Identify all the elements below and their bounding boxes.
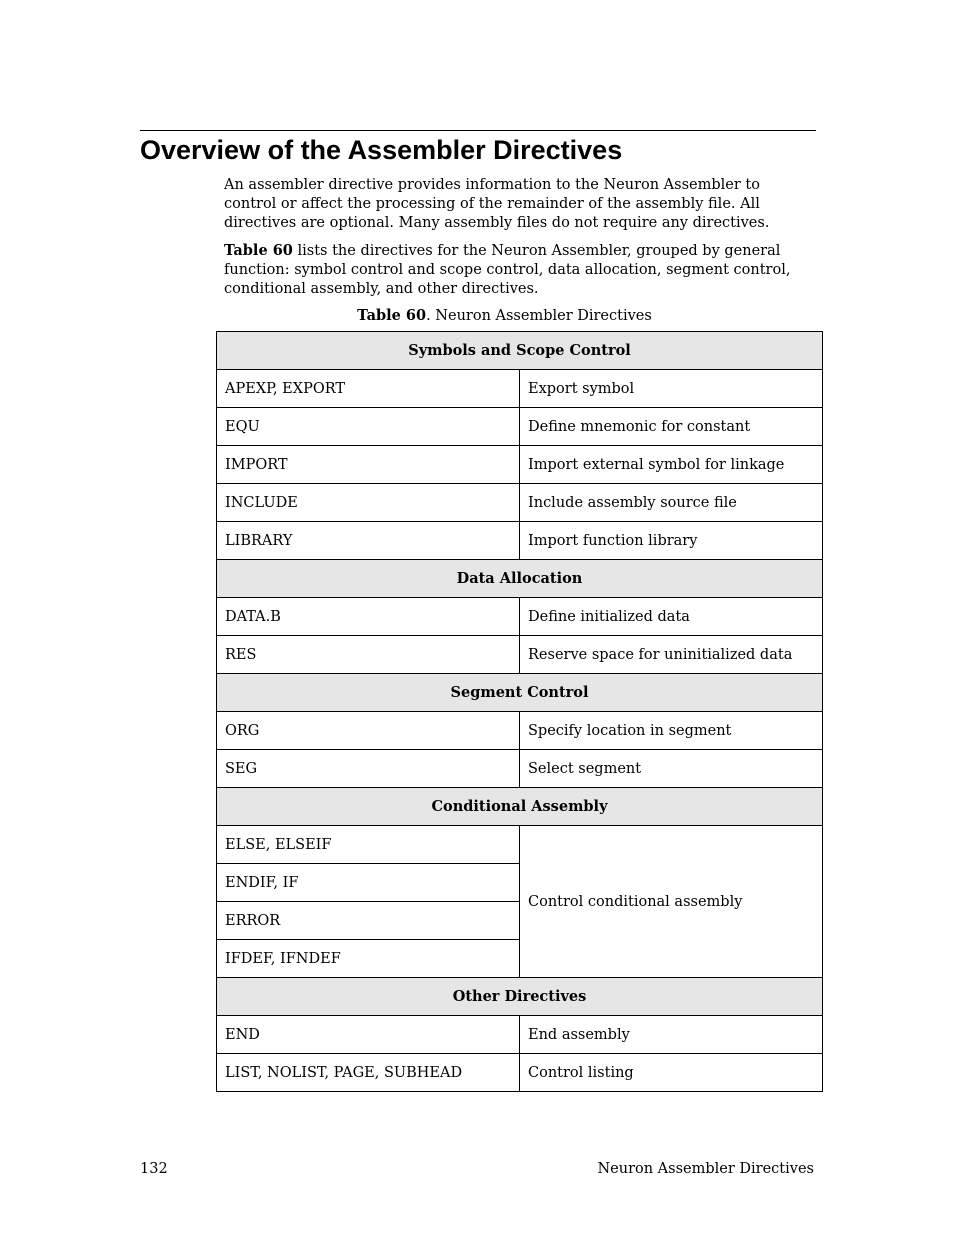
section-header-row	[217, 978, 823, 1016]
description-cell: Export symbol	[520, 370, 823, 408]
description-cell: Reserve space for uninitialized data	[520, 636, 823, 674]
section-header-row	[217, 788, 823, 826]
description-cell: Import function library	[520, 522, 823, 560]
section-title: Data Allocation	[217, 560, 823, 598]
table-row	[217, 408, 823, 446]
table-row	[217, 522, 823, 560]
directive-cell: LIBRARY	[217, 522, 520, 560]
table-caption-label: Table 60	[357, 307, 427, 324]
table-row	[217, 636, 823, 674]
directive-cell: ERROR	[217, 902, 520, 940]
description-cell: Import external symbol for linkage	[520, 446, 823, 484]
directive-cell: DATA.B	[217, 598, 520, 636]
section-title: Conditional Assembly	[217, 788, 823, 826]
table-reference-paragraph	[224, 241, 816, 299]
section-title: Segment Control	[217, 674, 823, 712]
directive-cell: ORG	[217, 712, 520, 750]
footer-chapter-title: Neuron Assembler Directives	[597, 1161, 814, 1177]
table-caption-text: . Neuron Assembler Directives	[426, 308, 652, 324]
table-row	[217, 370, 823, 408]
table-row	[217, 446, 823, 484]
section-title: Symbols and Scope Control	[217, 332, 823, 370]
description-cell: Specify location in segment	[520, 712, 823, 750]
section-title: Other Directives	[217, 978, 823, 1016]
table-caption	[216, 306, 793, 326]
table-row	[217, 826, 823, 864]
directive-cell: SEG	[217, 750, 520, 788]
table-row	[217, 750, 823, 788]
directive-cell: EQU	[217, 408, 520, 446]
description-cell: Select segment	[520, 750, 823, 788]
table-reference-link: Table 60	[224, 242, 293, 259]
page-title: Overview of the Assembler Directives	[140, 135, 623, 165]
directive-cell: ENDIF, IF	[217, 864, 520, 902]
description-cell: End assembly	[520, 1016, 823, 1054]
section-header-row	[217, 674, 823, 712]
directive-cell: END	[217, 1016, 520, 1054]
table-row	[217, 712, 823, 750]
directive-cell: INCLUDE	[217, 484, 520, 522]
description-cell: Define initialized data	[520, 598, 823, 636]
intro-paragraph: An assembler directive provides information to the Neuron Assembler to control or affect the processing of the remainder of the assembly file. All directives are optional. Many assembly files do not require any directives.	[224, 177, 770, 231]
description-cell: Control listing	[520, 1054, 823, 1092]
table-reference-text: lists the directives for the Neuron Assembler, grouped by general function: symbol control and scope control, data allocation, segment control, conditional assembly, and other directives.	[224, 243, 791, 297]
table-row	[217, 1016, 823, 1054]
page-number: 132	[140, 1161, 168, 1177]
description-cell: Define mnemonic for constant	[520, 408, 823, 446]
directive-cell: ELSE, ELSEIF	[217, 826, 520, 864]
description-cell: Include assembly source file	[520, 484, 823, 522]
directives-table	[216, 331, 823, 1092]
directive-cell: IMPORT	[217, 446, 520, 484]
section-header-row	[217, 332, 823, 370]
heading-rule	[140, 130, 816, 131]
directive-cell: IFDEF, IFNDEF	[217, 940, 520, 978]
table-row	[217, 1054, 823, 1092]
directive-cell: LIST, NOLIST, PAGE, SUBHEAD	[217, 1054, 520, 1092]
table-row	[217, 484, 823, 522]
section-header-row	[217, 560, 823, 598]
description-cell: Control conditional assembly	[520, 826, 823, 978]
directive-cell: RES	[217, 636, 520, 674]
table-row	[217, 598, 823, 636]
directive-cell: APEXP, EXPORT	[217, 370, 520, 408]
